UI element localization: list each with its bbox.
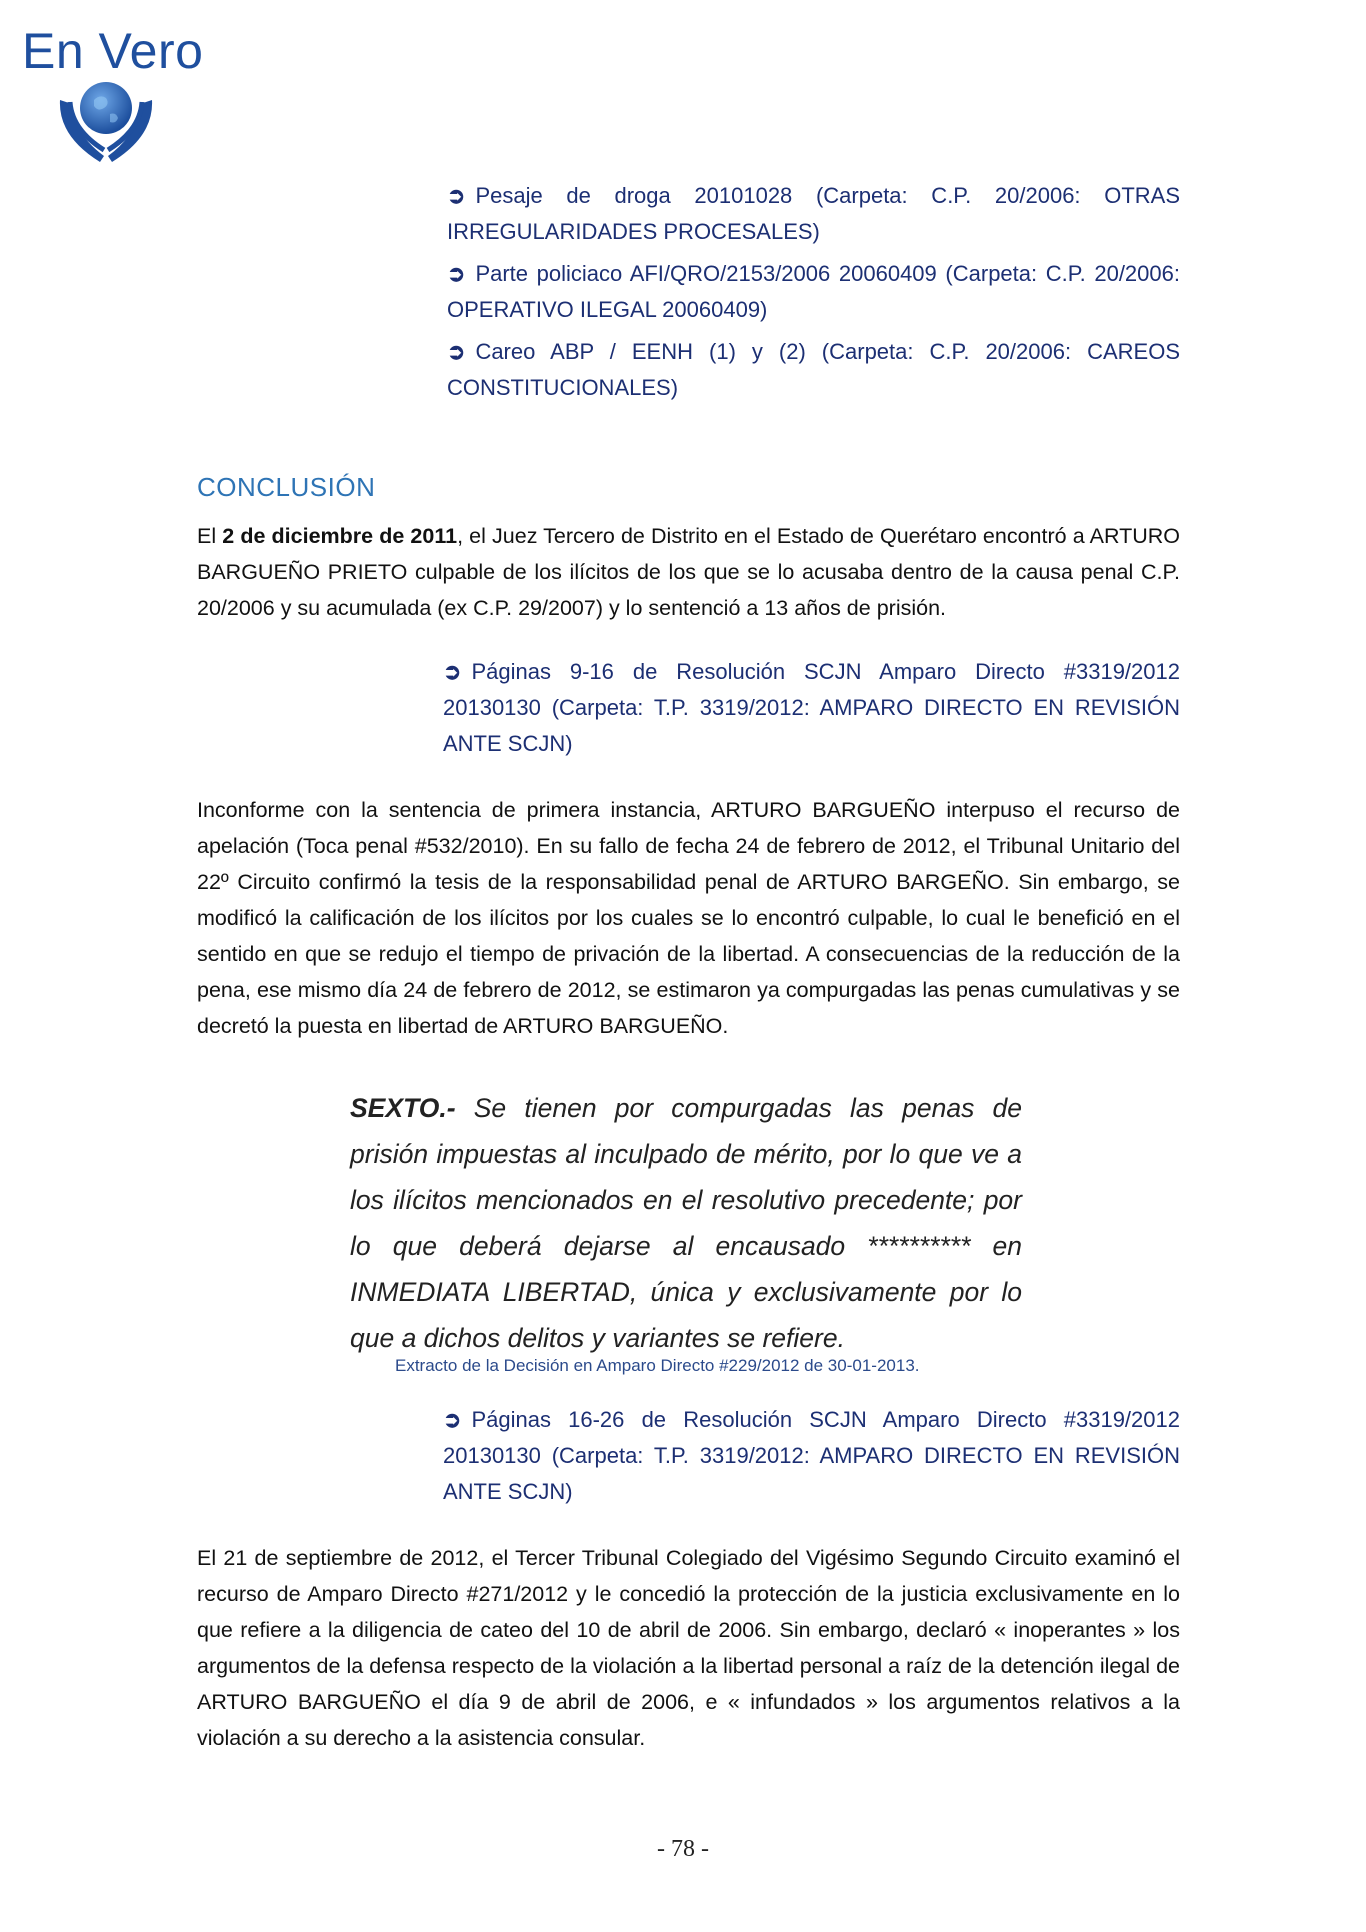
link-parte-policiaco[interactable] <box>447 256 1180 328</box>
logo-text: En Vero <box>22 23 204 79</box>
arrow-right-circle-icon: ➲ <box>443 659 462 684</box>
link-text: Páginas 9-16 de Resolución SCJN Amparo Directo #3319/2012 20130130 (Carpeta: T.P. 3319/2012: AMPARO DIRECTO EN REVISIÓN ANTE SCJN) <box>443 659 1180 756</box>
link-text: Parte policiaco AFI/QRO/2153/2006 20060409 (Carpeta: C.P. 20/2006: OPERATIVO ILEGAL 20060409) <box>447 261 1180 322</box>
page-number: - 78 - <box>657 1836 709 1862</box>
arrow-right-circle-icon: ➲ <box>447 183 466 208</box>
top-link-list <box>447 178 1180 412</box>
en-vero-logo <box>22 22 222 162</box>
paragraph-amparo: El 21 de septiembre de 2012, el Tercer Tribunal Colegiado del Vigésimo Segundo Circuito examinó el recurso de Amparo Directo #271/2012 y le concedió la protección de la justicia exclusivamente en lo que refiere a la diligencia de cateo del 10 de abril de 2006. Sin embargo, declaró « inoperantes » los argumentos de la defensa respecto de la violación a la libertad personal a raíz de la detención ilegal de ARTURO BARGUEÑO el día 9 de abril de 2006, e « infundados » los argumentos relativos a la violación a su derecho a la asistencia consular. <box>197 1546 1180 1750</box>
section-heading: CONCLUSIÓN <box>197 472 376 502</box>
link-text: Pesaje de droga 20101028 (Carpeta: C.P. 20/2006: OTRAS IRREGULARIDADES PROCESALES) <box>447 183 1180 244</box>
mid-link-list-1 <box>443 654 1180 768</box>
mid-link-list-2 <box>443 1402 1180 1516</box>
globe-hands-icon <box>46 60 166 180</box>
arrow-right-circle-icon: ➲ <box>443 1407 462 1432</box>
paragraph-text: El <box>197 524 223 548</box>
paragraph-text: , el Juez Tercero de Distrito en el Estado de Querétaro encontró a ARTURO BARGUEÑO PRIETO culpable de los ilícitos de los que se lo acusaba dentro de la causa penal C.P. 20/2006 y su acumulada (ex C.P. 29/2007) y lo sentenció a 13 años de prisión. <box>197 524 1180 620</box>
bold-date: 2 de diciembre de 2011 <box>222 524 458 548</box>
link-paginas-9-16[interactable] <box>443 654 1180 762</box>
quote-lead: SEXTO.- <box>350 1093 456 1123</box>
paragraph-apelacion: Inconforme con la sentencia de primera instancia, ARTURO BARGUEÑO interpuso el recurso de apelación (Toca penal #532/2010). En su fallo de fecha 24 de febrero de 2012, el Tribunal Unitario del 22º Circuito confirmó la tesis de la responsabilidad penal de ARTURO BARGEÑO. Sin embargo, se modificó la calificación de los ilícitos por los cuales se lo encontró culpable, lo cual le benefició en el sentido en que se redujo el tiempo de privación de la libertad. A consecuencias de la reducción de la pena, ese mismo día 24 de febrero de 2012, se estimaron ya compurgadas las penas cumulativas y se decretó la puesta en libertad de ARTURO BARGUEÑO. <box>197 798 1180 1038</box>
quote-body: Se tienen por compurgadas las penas de prisión impuestas al inculpado de mérito, por lo que ve a los ilícitos mencionados en el resolutivo precedente; por lo que deberá dejarse al encausado ********** en INMEDIATA LIBERTAD, única y exclusivamente por lo que a dichos delitos y variantes se refiere. <box>350 1093 1022 1353</box>
link-paginas-16-26[interactable] <box>443 1402 1180 1510</box>
quote-caption: Extracto de la Decisión en Amparo Directo #229/2012 de 30-01-2013. <box>395 1356 920 1375</box>
arrow-right-circle-icon: ➲ <box>447 339 466 364</box>
link-text: Páginas 16-26 de Resolución SCJN Amparo Directo #3319/2012 20130130 (Carpeta: T.P. 3319/2012: AMPARO DIRECTO EN REVISIÓN ANTE SCJN) <box>443 1407 1180 1504</box>
link-text: Careo ABP / EENH (1) y (2) (Carpeta: C.P. 20/2006: CAREOS CONSTITUCIONALES) <box>447 339 1180 400</box>
quote-extract <box>350 1085 1022 1361</box>
paragraph-conclusion <box>197 518 1180 626</box>
link-careo[interactable] <box>447 334 1180 406</box>
arrow-right-circle-icon: ➲ <box>447 261 466 286</box>
link-pesaje-droga[interactable] <box>447 178 1180 250</box>
